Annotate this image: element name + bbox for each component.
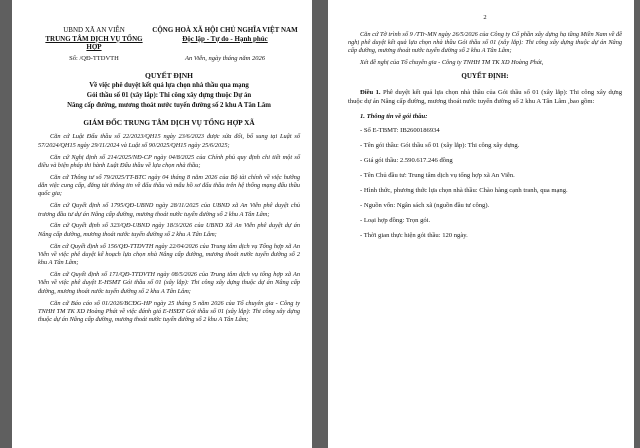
package-info-item: - Tên gói thầu: Gói thầu số 01 (xây lắp): Thi công xây dựng. <box>360 141 520 149</box>
page-number: 2 <box>483 14 487 21</box>
document-page-2 <box>328 0 634 448</box>
package-info-item: - Thời gian thực hiện gói thầu: 120 ngày. <box>360 231 468 239</box>
document-number: Số: /QĐ-TTDVTH <box>69 54 119 62</box>
decides-heading: QUYẾT ĐỊNH: <box>461 71 509 80</box>
article-text: Phê duyệt kết quả lựa chọn nhà thầu của Gói thầu số 01 (xây lắp): Thi công xây dựng thuộc dự án Nâng cấp đường, mương thoát nước tuyến đường số 2 khu A Tân Lâm ,bao gồm: <box>348 88 622 106</box>
article-1 <box>348 88 622 107</box>
legal-basis-paragraph: Căn cứ Quyết định số 1795/QĐ-UBND ngày 28/11/2025 của UBND xã An Viễn phê duyệt chủ trương đầu tư dự án Nâng cấp đường, mương thoát nước tuyến đường số 2 khu A Tân Lâm; <box>38 202 300 218</box>
section-title: 1. Thông tin về gói thầu: <box>360 112 428 120</box>
agency-name: TRUNG TÂM DỊCH VỤ TỔNG HỢP <box>45 34 143 51</box>
subtitle-line: Gói thầu số 01 (xây lắp): Thi công xây dựng thuộc Dự án <box>86 91 252 99</box>
package-info-item: - Hình thức, phương thức lựa chọn nhà thầu: Chào hàng cạnh tranh, qua mạng. <box>360 186 568 194</box>
national-title <box>150 26 300 52</box>
document-header <box>38 26 300 52</box>
package-info-item: - Số E-TBMT: IB2600186934 <box>360 126 440 134</box>
legal-basis-paragraph: Căn cứ Quyết định số 171/QĐ-TTDVTH ngày 08/5/2026 của Trung tâm dịch vụ tổng hợp xã An Viễn về việc phê duyệt E-HSMT Gói thầu số 01 (xây lắp): Thi công xây dựng thuộc dự án Nâng cấp đường, mương thoát nước tuyến đường số 2 khu A Tân Lâm; <box>38 271 300 295</box>
decision-subtitle <box>38 82 300 111</box>
legal-basis-paragraph: Căn cứ Luật Đấu thầu số 22/2023/QH15 ngày 23/6/2023 được sửa đổi, bổ sung tại Luật số 57/2024/QH15 ngày 29/11/2024 và Luật số 90/2025/QH15 ngày 25/6/2025; <box>38 133 300 149</box>
package-info-item: - Nguồn vốn: Ngân sách xã (nguồn đầu tư công). <box>360 201 490 209</box>
issuing-agency <box>38 26 150 52</box>
legal-basis-paragraph: Căn cứ Tờ trình số 9 /TTr-MN ngày 26/5/2026 của Công ty Cổ phần xây dựng hạ tầng Miền Nam về đề nghị phê duyệt kết quả lựa chọn nhà thầu Gói thầu số 01 (xây lắp): Thi công xây dựng thuộc dự án Nâng cấp đường, mương thoát nước tuyến đường số 2 khu A Tân Lâm; <box>348 31 622 55</box>
legal-basis-paragraph: Căn cứ Quyết định số 156/QĐ-TTDVTH ngày 22/04/2026 của Trung tâm dịch vụ Tổng hợp xã An Viễn về việc phê duyệt kế hoạch lựa chọn nhà Nâng cấp đường, mương thoát nước tuyến đường số 2 khu A Tân Lâm; <box>38 242 300 267</box>
package-info-item: - Giá gói thầu: 2.590.617.246 đồng <box>360 156 453 164</box>
subtitle-line: Nâng cấp đường, mương thoát nước tuyến đường số 2 khu A Tân Lâm <box>67 102 271 110</box>
consideration-paragraph: Xét đề nghị của Tổ chuyên gia - Công ty TNHH TM TK XD Hoàng Phát, <box>360 58 544 66</box>
package-info-item: - Loại hợp đồng: Trọn gói. <box>360 216 431 224</box>
parent-agency: UBND XÃ AN VIỄN <box>63 26 125 34</box>
subtitle-line: Về việc phê duyệt kết quả lựa chọn nhà thầu qua mạng <box>89 81 249 89</box>
national-motto: Độc lập - Tự do - Hạnh phúc <box>182 34 268 43</box>
legal-basis-paragraph: Căn cứ Báo cáo số 01/2026/BCĐG-HP ngày 25 tháng 5 năm 2026 của Tổ chuyên gia - Công ty TNHH TM TK XD Hoàng Phát về việc đánh giá E-HSĐT Gói thầu số 01 (xây lắp): Thi công xây dựng thuộc dự án Nâng cấp đường, mương thoát nước tuyến đường số 2 khu A Tân Lâm; <box>38 299 300 324</box>
legal-basis-paragraph: Căn cứ Thông tư số 79/2025/TT-BTC ngày 04 tháng 8 năm 2026 của Bộ tài chính về việc hướng dẫn việc cung cấp, đăng tải thông tin về đấu thầu và mẫu hồ sơ đấu thầu trên hệ thống mạng đấu thầu quốc gia; <box>38 173 300 198</box>
legal-basis-paragraph: Căn cứ Nghị định số 214/2025/NĐ-CP ngày 04/8/2025 của Chính phủ quy định chi tiết một số điều và biện pháp thi hành Luật Đấu thầu về lựa chọn nhà thầu; <box>38 153 300 169</box>
article-label: Điều 1. <box>360 88 381 96</box>
legal-basis-paragraph: Căn cứ Quyết định số 323/QĐ-UBND ngày 18/3/2026 của UBND Xã An Viễn phê duyệt dự án Nâng cấp đường, mương thoát nước tuyến đường số 2 khu A Tân Lâm; <box>38 222 300 238</box>
issuing-authority: GIÁM ĐỐC TRUNG TÂM DỊCH VỤ TỔNG HỢP XÃ <box>83 118 255 128</box>
number-date-row <box>38 55 300 62</box>
place-date: An Viễn, ngày tháng năm 2026 <box>184 54 266 62</box>
document-page-1 <box>12 0 312 448</box>
package-info-item: - Tên Chủ đầu tư: Trung tâm dịch vụ tổng hợp xã An Viễn. <box>360 171 515 179</box>
decision-title: QUYẾT ĐỊNH <box>145 70 193 80</box>
country-name: CỘNG HOÀ XÃ HỘI CHỦ NGHĨA VIỆT NAM <box>152 26 298 34</box>
